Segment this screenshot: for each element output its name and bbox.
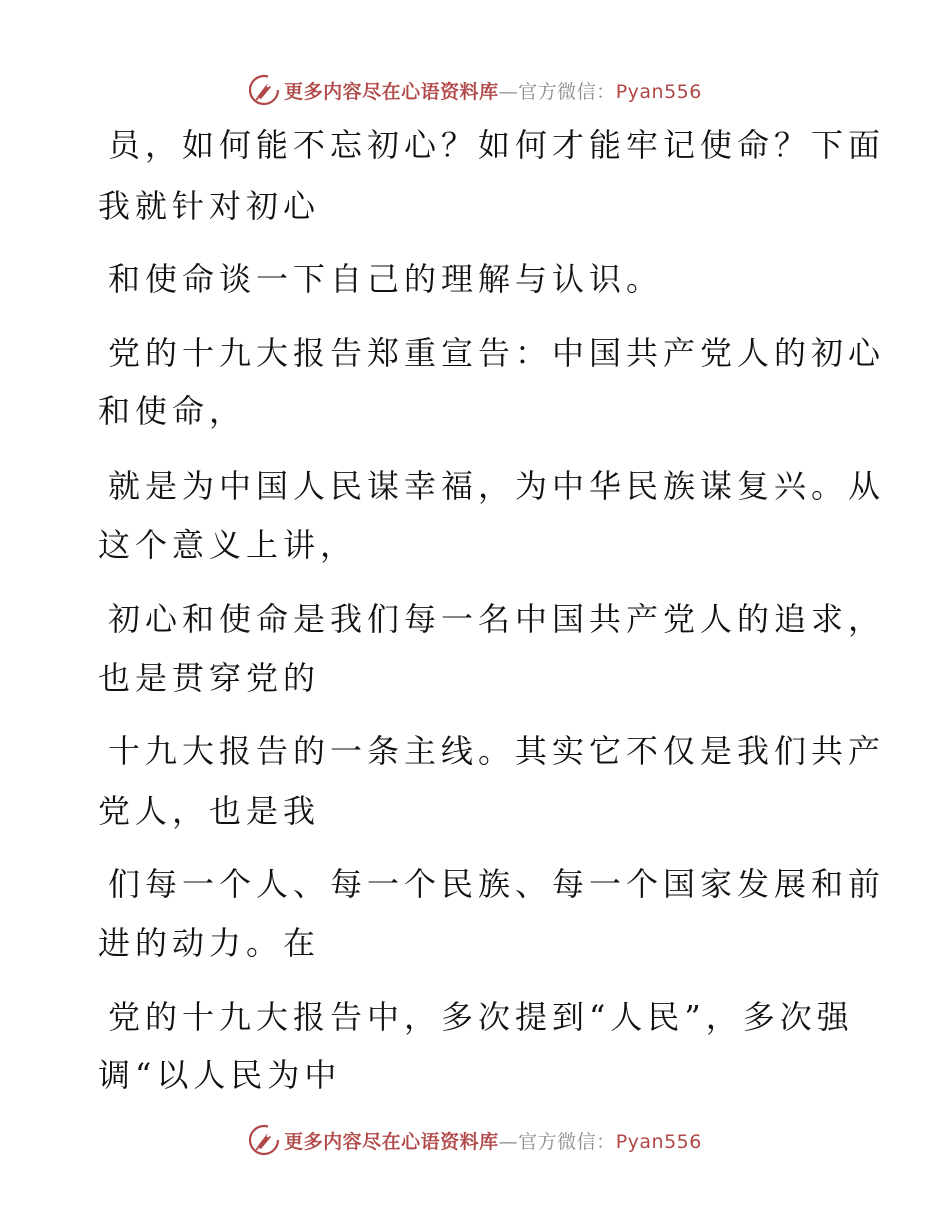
body-line: 十九大报告的一条主线。其实它不仅是我们共产 xyxy=(108,732,886,770)
header-official-text: 官方微信： xyxy=(518,80,616,103)
header-banner-text xyxy=(284,77,702,104)
body-line: 调“以人民为中 xyxy=(98,1056,342,1094)
header-banner xyxy=(0,70,950,110)
header-separator: — xyxy=(498,80,519,103)
body-line: 就是为中国人民谋幸福，为中华民族谋复兴。从 xyxy=(108,467,886,505)
body-line: 员，如何能不忘初心？如何才能牢记使命？下面 xyxy=(108,126,886,164)
footer-official-text: 官方微信： xyxy=(518,1130,616,1153)
body-line: 和使命谈一下自己的理解与认识。 xyxy=(108,260,664,298)
footer-wechat-id: Pyan556 xyxy=(615,1130,702,1153)
body-line: 党的十九大报告郑重宣告：中国共产党人的初心 xyxy=(108,334,886,372)
pen-nib-icon xyxy=(248,1124,280,1156)
body-line: 们每一个人、每一个民族、每一个国家发展和前 xyxy=(108,865,886,903)
header-brand-text: 更多内容尽在心语资料库 xyxy=(284,80,499,103)
pen-nib-icon xyxy=(248,74,280,106)
footer-banner xyxy=(0,1120,950,1160)
header-wechat-id: Pyan556 xyxy=(615,80,702,103)
body-line: 党人，也是我 xyxy=(98,792,321,830)
body-line: 也是贯穿党的 xyxy=(98,659,321,697)
body-line: 初心和使命是我们每一名中国共产党人的追求， xyxy=(108,600,886,638)
footer-brand-text: 更多内容尽在心语资料库 xyxy=(284,1130,499,1153)
body-line: 我就针对初心 xyxy=(98,187,321,225)
footer-banner-text xyxy=(284,1127,702,1154)
body-line: 进的动力。在 xyxy=(98,924,321,962)
body-line: 这个意义上讲， xyxy=(98,526,358,564)
body-line: 和使命， xyxy=(98,392,247,430)
body-line: 党的十九大报告中，多次提到“人民”，多次强 xyxy=(108,998,854,1036)
footer-separator: — xyxy=(498,1130,519,1153)
